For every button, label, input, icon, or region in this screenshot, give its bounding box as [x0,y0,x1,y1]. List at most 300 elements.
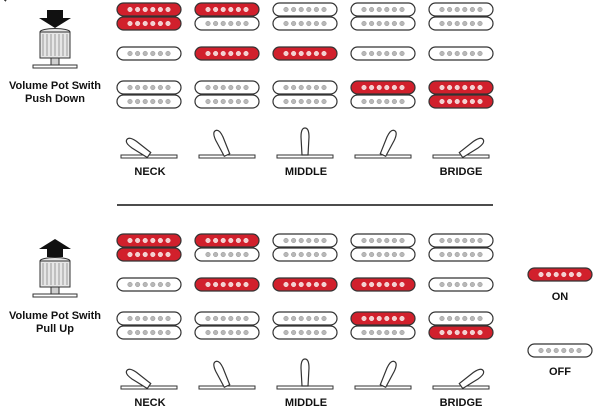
pole-piece [299,316,304,321]
pole-piece [213,51,218,56]
pickup-body [429,95,493,108]
pole-piece [400,252,405,257]
pull-up-pos3-bridge-coil-top [273,312,337,325]
pole-piece [299,330,304,335]
arrow-down-icon [39,10,71,28]
push-down-pos3-bridge-coil-bottom [273,95,337,108]
pole-piece [229,330,234,335]
pole-piece [440,238,445,243]
pole-piece [299,282,304,287]
pole-piece [206,21,211,26]
pole-piece [229,252,234,257]
pole-piece [314,330,319,335]
pole-piece [284,51,289,56]
pole-piece [362,21,367,26]
lever-tip [301,359,309,386]
pickup-body [273,326,337,339]
pickup-body [351,47,415,60]
pole-piece [400,51,405,56]
pole-piece [244,330,249,335]
pole-piece [463,252,468,257]
pole-piece [213,21,218,26]
pole-piece [322,7,327,12]
pole-piece [392,21,397,26]
pole-piece [362,85,367,90]
arrow-up-icon [39,239,71,257]
pole-piece [236,51,241,56]
pole-piece [577,348,582,353]
pole-piece [135,316,140,321]
pickup-body [351,81,415,94]
pole-piece [244,51,249,56]
pickup-body [117,326,181,339]
pole-piece [166,282,171,287]
pole-piece [362,99,367,104]
pole-piece [284,99,289,104]
push-down-pos4-neck-coil-top [351,3,415,16]
pole-piece [158,7,163,12]
pole-piece [478,21,483,26]
lever-tip [379,360,398,388]
pole-piece [166,252,171,257]
pole-piece [385,99,390,104]
pole-piece [377,7,382,12]
pole-piece [135,51,140,56]
pole-piece [221,252,226,257]
pole-piece [236,238,241,243]
pole-piece [236,7,241,12]
pole-piece [447,51,452,56]
pole-piece [455,7,460,12]
pole-piece [158,51,163,56]
pole-piece [128,85,133,90]
pole-piece [299,85,304,90]
pole-piece [539,272,544,277]
pickup-body [117,234,181,247]
pull-up-label [0,310,110,336]
pole-piece [478,330,483,335]
pole-piece [314,252,319,257]
pole-piece [314,316,319,321]
pole-piece [291,7,296,12]
pole-piece [478,282,483,287]
pole-piece [128,51,133,56]
pickup-body [429,47,493,60]
pole-piece [362,252,367,257]
push-down-pos1-bridge-coil-bottom [117,95,181,108]
pull-up-knob [33,239,77,297]
lever-shaft [301,128,309,155]
pole-piece [166,316,171,321]
pole-piece [206,51,211,56]
pole-piece [291,238,296,243]
pole-piece [478,51,483,56]
pull-up-pos1-neck-coil-top [117,234,181,247]
pole-piece [455,316,460,321]
pole-piece [369,252,374,257]
pole-piece [440,330,445,335]
pole-piece [213,238,218,243]
pickup-body [195,248,259,261]
pole-piece [569,348,574,353]
pole-piece [314,282,319,287]
pole-piece [128,330,133,335]
pull-up-pos5-middle-pickup [429,278,493,291]
pole-piece [377,21,382,26]
top-position-label-bridge: BRIDGE [439,166,483,178]
pole-piece [143,330,148,335]
push-down-pos5-neck-coil-top [429,3,493,16]
pole-piece [244,99,249,104]
pole-piece [385,51,390,56]
pickup-body [195,47,259,60]
pole-piece [291,85,296,90]
pole-piece [447,252,452,257]
pickup-body [351,17,415,30]
pole-piece [470,252,475,257]
pole-piece [392,85,397,90]
pole-piece [322,85,327,90]
push-down-pos4-middle-pickup [351,47,415,60]
lever-shaft [212,129,231,157]
pole-piece [377,330,382,335]
knob-base [33,65,77,68]
pole-piece [447,21,452,26]
pole-piece [392,51,397,56]
pole-piece [307,7,312,12]
pole-piece [369,7,374,12]
pole-piece [158,252,163,257]
pole-piece [455,282,460,287]
pole-piece [314,7,319,12]
pole-piece [236,21,241,26]
push-down-pos2-bridge-coil-top [195,81,259,94]
pickup-body [195,312,259,325]
pole-piece [244,252,249,257]
pole-piece [307,99,312,104]
pole-piece [447,316,452,321]
legend-on-label: ON [551,291,569,303]
pickup-body [429,326,493,339]
pole-piece [158,316,163,321]
pull-up-pos4-middle-pickup [351,278,415,291]
pole-piece [244,238,249,243]
pole-piece [463,51,468,56]
bottom-position-label-middle: MIDDLE [284,397,328,409]
pole-piece [221,7,226,12]
pole-piece [369,99,374,104]
pole-piece [151,238,156,243]
pole-piece [362,330,367,335]
pole-piece [299,51,304,56]
pole-piece [314,21,319,26]
pole-piece [322,316,327,321]
pole-piece [135,282,140,287]
pole-piece [299,238,304,243]
pole-piece [135,330,140,335]
pole-piece [463,85,468,90]
pole-piece [470,330,475,335]
pole-piece [392,252,397,257]
pole-piece [213,282,218,287]
pole-piece [166,7,171,12]
pole-piece [229,51,234,56]
pole-piece [143,238,148,243]
pole-piece [470,85,475,90]
pole-piece [307,51,312,56]
pole-piece [284,21,289,26]
pickup-body [351,312,415,325]
pole-piece [322,51,327,56]
pole-piece [166,238,171,243]
pole-piece [478,252,483,257]
pull-up-pos1-bridge-coil-bottom [117,326,181,339]
lever-shaft [379,360,398,388]
pole-piece [158,330,163,335]
pole-piece [166,21,171,26]
pickup-body [195,326,259,339]
pickup-body [273,17,337,30]
pull-up-pos2-bridge-coil-top [195,312,259,325]
pickup-body [117,47,181,60]
pole-piece [478,238,483,243]
pole-piece [314,238,319,243]
pole-piece [322,282,327,287]
pole-piece [362,282,367,287]
pole-piece [400,7,405,12]
pickup-body [195,3,259,16]
pole-piece [377,282,382,287]
pole-piece [392,316,397,321]
pole-piece [206,330,211,335]
pole-piece [291,330,296,335]
push-down-pos1-neck-coil-top [117,3,181,16]
pole-piece [213,316,218,321]
pole-piece [229,238,234,243]
pole-piece [463,330,468,335]
pole-piece [478,99,483,104]
pull-up-pos5-neck-coil-bottom [429,248,493,261]
pickup-body [273,278,337,291]
push-down-pos1-middle-pickup [117,47,181,60]
knob-shaft [51,58,59,65]
pole-piece [440,7,445,12]
pole-piece [166,330,171,335]
pole-piece [455,238,460,243]
pole-piece [143,85,148,90]
pickup-body [351,3,415,16]
pole-piece [455,252,460,257]
pole-piece [299,21,304,26]
pole-piece [400,238,405,243]
pull-up-pos2-neck-coil-bottom [195,248,259,261]
pole-piece [440,252,445,257]
pole-piece [151,252,156,257]
lever-pivot [0,0,6,1]
pole-piece [128,282,133,287]
pole-piece [362,316,367,321]
pole-piece [151,85,156,90]
pole-piece [291,252,296,257]
pole-piece [400,330,405,335]
pole-piece [128,252,133,257]
pull-up-pos4-bridge-coil-bottom [351,326,415,339]
pole-piece [291,282,296,287]
pole-piece [213,99,218,104]
knob-shaft [51,287,59,294]
lever-shaft [379,129,398,157]
pole-piece [151,316,156,321]
pickup-body [117,17,181,30]
pole-piece [362,7,367,12]
push-down-label-line2: Push Down [25,93,85,105]
pole-piece [463,21,468,26]
pole-piece [385,316,390,321]
pull-up-pos4-neck-coil-top [351,234,415,247]
push-down-pos2-middle-pickup [195,47,259,60]
pole-piece [221,282,226,287]
pole-piece [470,51,475,56]
legend-off-pickup [528,344,592,357]
pickup-body [117,95,181,108]
pole-piece [377,51,382,56]
push-down-pos2-neck-coil-bottom [195,17,259,30]
pole-piece [213,7,218,12]
pole-piece [135,252,140,257]
pole-piece [221,316,226,321]
pole-piece [392,238,397,243]
pole-piece [236,99,241,104]
pickup-body [195,95,259,108]
push-down-pos5-bridge-coil-bottom [429,95,493,108]
pole-piece [314,85,319,90]
pole-piece [236,316,241,321]
lever-tip [212,129,231,157]
pole-piece [143,21,148,26]
push-down-pos2-neck-coil-top [195,3,259,16]
top-position-label-middle: MIDDLE [284,166,328,178]
bottom-position-label-neck: NECK [134,397,166,409]
pole-piece [546,272,551,277]
pole-piece [236,85,241,90]
pole-piece [385,21,390,26]
pole-piece [229,7,234,12]
pull-up-pos5-neck-coil-top [429,234,493,247]
pickup-body [273,81,337,94]
pole-piece [206,238,211,243]
pole-piece [151,7,156,12]
lever-tip [379,129,398,157]
pole-piece [562,348,567,353]
pole-piece [307,282,312,287]
pole-piece [440,316,445,321]
pole-piece [478,85,483,90]
pull-up-label-line1: Volume Pot Swith [8,310,102,322]
pole-piece [221,21,226,26]
pole-piece [206,85,211,90]
pole-piece [291,21,296,26]
bottom-position-label-bridge: BRIDGE [439,397,483,409]
pole-piece [440,282,445,287]
pole-piece [236,252,241,257]
pole-piece [229,21,234,26]
legend-off-label: OFF [549,366,571,378]
pull-up-pos3-middle-pickup [273,278,337,291]
pole-piece [307,238,312,243]
pole-piece [377,85,382,90]
pole-piece [284,238,289,243]
pole-piece [447,85,452,90]
pole-piece [470,238,475,243]
pickup-body [117,3,181,16]
pole-piece [291,51,296,56]
pole-piece [244,21,249,26]
pull-up-pos3-neck-coil-top [273,234,337,247]
pole-piece [455,99,460,104]
push-down-pos5-bridge-coil-top [429,81,493,94]
pole-piece [322,21,327,26]
pole-piece [128,7,133,12]
push-down-pos2-bridge-coil-bottom [195,95,259,108]
pole-piece [151,330,156,335]
pull-up-pos3-bridge-coil-bottom [273,326,337,339]
pole-piece [314,51,319,56]
pickup-body [117,278,181,291]
pickup-body [528,344,592,357]
pickup-body [195,17,259,30]
pickup-body [351,234,415,247]
pole-piece [440,21,445,26]
pickup-body [429,234,493,247]
lever-tip [301,128,309,155]
pickup-body [429,3,493,16]
pull-up-pos1-middle-pickup [117,278,181,291]
pole-piece [128,21,133,26]
pole-piece [470,99,475,104]
pole-piece [307,21,312,26]
pole-piece [463,316,468,321]
pole-piece [158,21,163,26]
pickup-body [117,248,181,261]
pole-piece [307,316,312,321]
pickup-body [351,278,415,291]
push-down-pos5-middle-pickup [429,47,493,60]
pole-piece [470,7,475,12]
pickup-body [429,248,493,261]
pickup-body [351,95,415,108]
pole-piece [128,316,133,321]
pole-piece [314,99,319,104]
pull-up-pos2-middle-pickup [195,278,259,291]
pole-piece [385,330,390,335]
push-down-pos4-bridge-coil-top [351,81,415,94]
pickup-body [528,268,592,281]
pickup-body [273,95,337,108]
pole-piece [369,330,374,335]
pole-piece [470,282,475,287]
pole-piece [221,330,226,335]
pole-piece [554,348,559,353]
pole-piece [143,252,148,257]
pickup-body [273,3,337,16]
pole-piece [440,51,445,56]
pole-piece [284,85,289,90]
pole-piece [392,99,397,104]
lever-tip [212,360,231,388]
pull-up-pos4-neck-coil-bottom [351,248,415,261]
pole-piece [143,316,148,321]
pole-piece [377,252,382,257]
